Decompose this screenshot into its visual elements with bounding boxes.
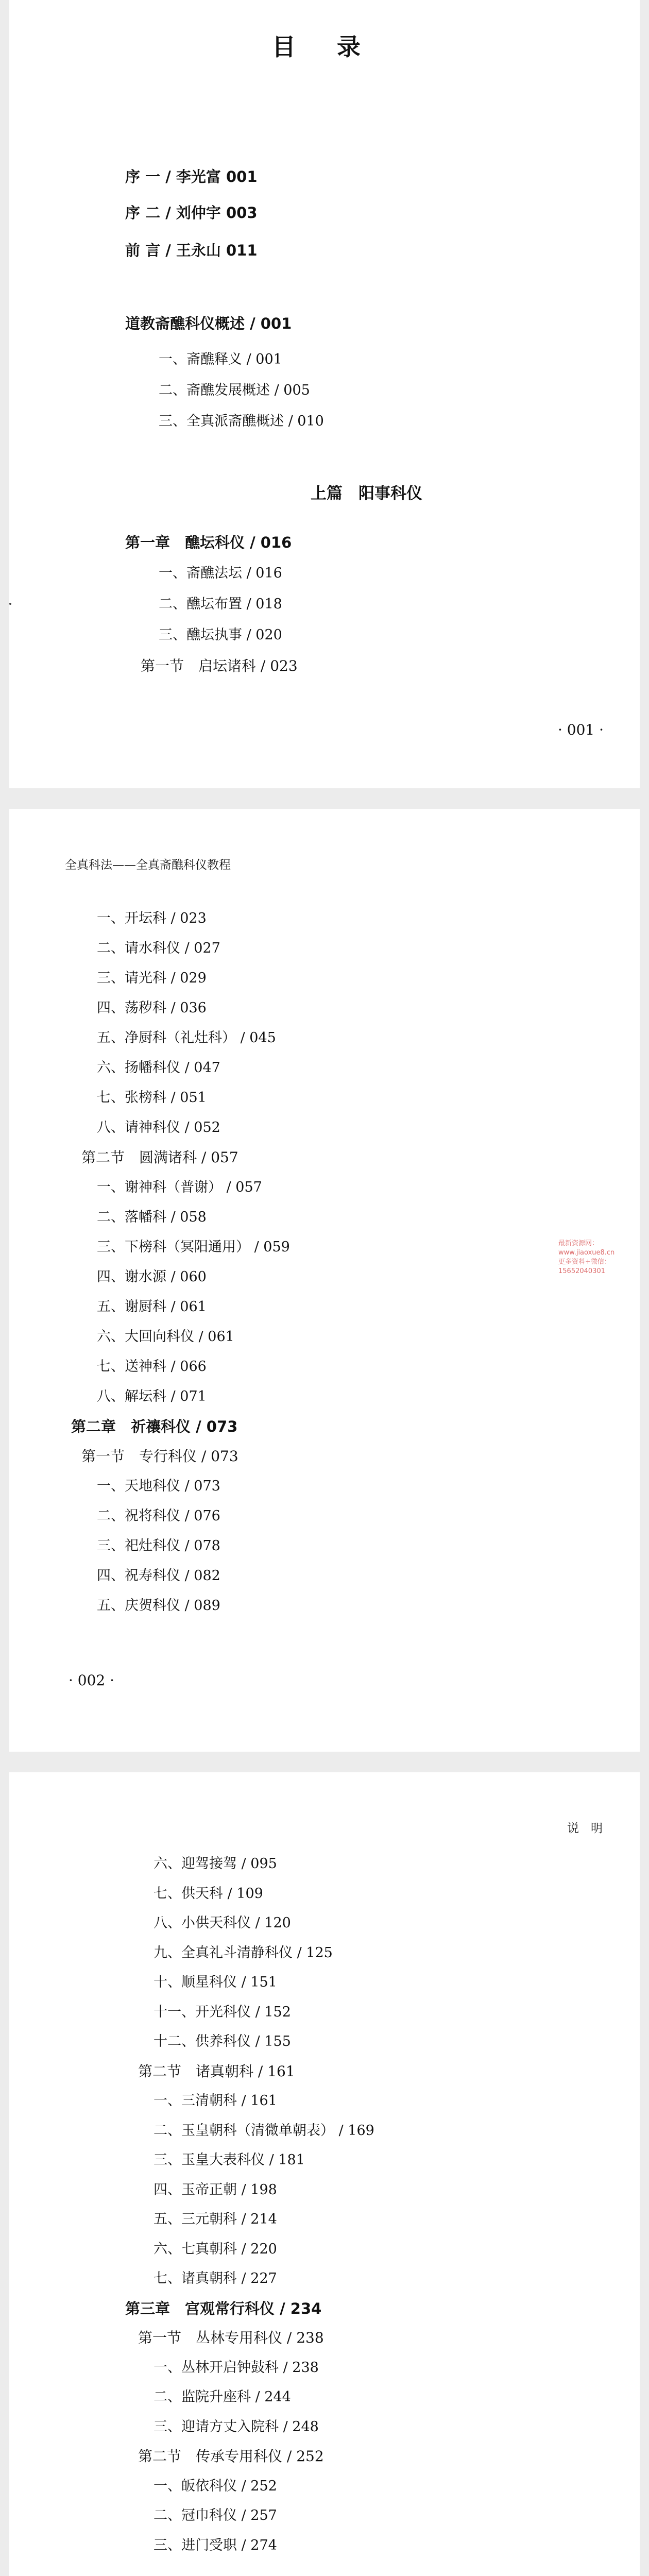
watermark-line: 最新资源网：www.jiaoxue8.cn — [558, 1240, 615, 1257]
toc-entry-sub: 四、祝寿科仪 / 082 — [97, 1568, 220, 1584]
toc-entry-sub: 三、迎请方丈入院科 / 248 — [153, 2418, 319, 2435]
page-003 — [9, 1772, 640, 2576]
toc-title: 目 录 — [271, 33, 377, 61]
page-number: · 002 · — [69, 1672, 115, 1689]
toc-entry-sub: 十二、供养科仪 / 155 — [153, 2033, 291, 2049]
watermark-text — [558, 1239, 649, 1276]
toc-entry-sub: 九、全真礼斗清静科仪 / 125 — [153, 1944, 333, 1961]
toc-entry-sub: 六、七真朝科 / 220 — [153, 2241, 277, 2257]
toc-entry-section: 第二节 传承专用科仪 / 252 — [138, 2448, 324, 2465]
toc-entry-sub: 二、醮坛布置 / 018 — [159, 596, 282, 612]
toc-entry-major: 第三章 宫观常行科仪 / 234 — [125, 2299, 322, 2317]
toc-entry-major: 序 二 / 刘仲宇 003 — [125, 204, 258, 222]
toc-entry-sub: 五、谢厨科 / 061 — [97, 1299, 207, 1315]
toc-entry-sub: 一、谢神科（普谢） / 057 — [97, 1179, 262, 1195]
toc-entry-sub: 二、祝将科仪 / 076 — [97, 1508, 220, 1524]
toc-entry-major: 前 言 / 王永山 011 — [125, 242, 258, 259]
toc-entry-sub: 八、请神科仪 / 052 — [97, 1120, 220, 1136]
toc-entry-sub: 五、三元朝科 / 214 — [153, 2211, 277, 2227]
toc-entry-sub: 五、庆贺科仪 / 089 — [97, 1598, 220, 1614]
toc-entry-sub: 八、解坛科 / 071 — [97, 1388, 207, 1404]
toc-entry-sub: 三、醮坛执事 / 020 — [159, 627, 282, 643]
page-002 — [9, 809, 640, 1752]
toc-entry-section: 第二节 诸真朝科 / 161 — [138, 2062, 295, 2080]
toc-entry-sub: 一、天地科仪 / 073 — [97, 1478, 220, 1494]
toc-entry-sub: 四、玉帝正朝 / 198 — [153, 2181, 277, 2198]
toc-entry-sub: 三、下榜科（冥阳通用） / 059 — [97, 1239, 290, 1255]
toc-entry-sub: 十、顺星科仪 / 151 — [153, 1974, 277, 1990]
toc-entry-sub: 一、皈依科仪 / 252 — [153, 2478, 277, 2494]
toc-entry-major: 道教斋醮科仪概述 / 001 — [125, 315, 292, 332]
toc-entry-sub: 十一、开光科仪 / 152 — [153, 2004, 291, 2020]
toc-entry-major: 第二章 祈禳科仪 / 073 — [71, 1418, 238, 1435]
running-head: 全真科法——全真斋醮科仪教程 — [65, 858, 231, 872]
toc-entry-section: 第一节 丛林专用科仪 / 238 — [138, 2329, 324, 2346]
toc-entry-sub: 七、诸真朝科 / 227 — [153, 2270, 277, 2286]
page-number: · 001 · — [557, 721, 604, 738]
watermark-line: 更多资料+微信：15652040301 — [558, 1258, 611, 1275]
toc-entry-sub: 八、小供天科仪 / 120 — [153, 1915, 291, 1931]
toc-entry-sub: 四、荡秽科 / 036 — [97, 1000, 207, 1016]
toc-entry-sub: 一、斋醮法坛 / 016 — [159, 565, 282, 581]
toc-entry-major: 第一章 醮坛科仪 / 016 — [125, 534, 292, 551]
toc-entry-sub: 六、迎驾接驾 / 095 — [153, 1856, 277, 1872]
toc-entry-major: 序 一 / 李光富 001 — [125, 168, 258, 185]
toc-entry-sub: 六、大回向科仪 / 061 — [97, 1329, 234, 1345]
toc-entry-section: 第一节 专行科仪 / 073 — [81, 1448, 238, 1465]
toc-entry-sub: 三、祀灶科仪 / 078 — [97, 1538, 220, 1554]
toc-entry-sub: 六、扬幡科仪 / 047 — [97, 1060, 220, 1076]
toc-entry-sub: 二、玉皇朝科（清微单朝表） / 169 — [153, 2122, 374, 2139]
toc-entry-sub: 二、请水科仪 / 027 — [97, 940, 220, 956]
toc-entry-sub: 二、冠巾科仪 / 257 — [153, 2507, 277, 2523]
toc-entry-sub: 二、监院升座科 / 244 — [153, 2389, 291, 2405]
page-001 — [9, 0, 640, 788]
toc-entry-sub: 二、落幡科 / 058 — [97, 1209, 207, 1225]
toc-entry-sub: 三、全真派斋醮概述 / 010 — [159, 413, 324, 429]
toc-entry-sub: 一、开坛科 / 023 — [97, 910, 207, 926]
toc-entry-sub: 七、张榜科 / 051 — [97, 1090, 207, 1106]
toc-entry-sub: 五、净厨科（礼灶科） / 045 — [97, 1030, 276, 1046]
toc-entry-sub: 三、请光科 / 029 — [97, 970, 207, 986]
toc-entry-sub: 一、丛林开启钟鼓科 / 238 — [153, 2359, 319, 2376]
toc-entry-sub: 一、斋醮释义 / 001 — [159, 351, 282, 367]
toc-entry-sub: 七、送神科 / 066 — [97, 1359, 207, 1375]
toc-entry-sub: 七、供天科 / 109 — [153, 1885, 263, 1902]
toc-entry-section: 第二节 圆满诸科 / 057 — [81, 1149, 238, 1166]
toc-entry-part: 上篇 阳事科仪 — [311, 484, 422, 503]
toc-entry-sub: 四、谢水源 / 060 — [97, 1269, 207, 1285]
toc-entry-sub: 三、进门受职 / 274 — [153, 2537, 277, 2553]
toc-entry-sub: 三、玉皇大表科仪 / 181 — [153, 2152, 305, 2168]
toc-entry-sub: 一、三清朝科 / 161 — [153, 2093, 277, 2109]
toc-entry-sub: 二、斋醮发展概述 / 005 — [159, 382, 310, 398]
running-head: 说 明 — [567, 1822, 603, 1835]
toc-entry-section: 第一节 启坛诸科 / 023 — [141, 657, 298, 674]
scan-speck — [9, 603, 11, 605]
